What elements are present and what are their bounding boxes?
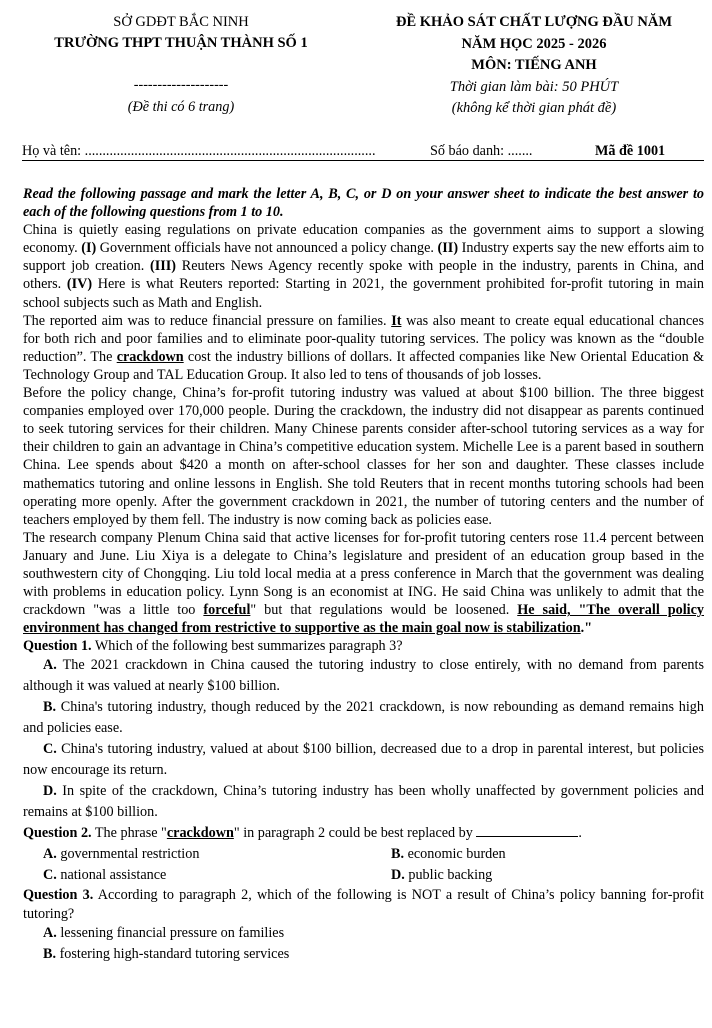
question-2-options-row-1 [23,844,704,865]
question-2-options-row-2 [23,865,704,886]
department-name: SỞ GDĐT BẮC NINH [113,14,249,30]
text: Industry experts say the new efforts aim to support job creation. [23,240,705,275]
option-label: A. [43,846,57,863]
text: " but that regulations would be loosened. [250,602,518,619]
marker-i: (I) [81,240,97,257]
question-text: . [578,825,582,842]
header-rule [22,160,704,161]
text: Here is what Reuters reported: Starting in 2021, the government prohibited for-profit tutoring in main school subjects such as Math and English. [23,276,704,311]
question-2-option-a[interactable] [43,844,199,865]
exam-code: Mã đề 1001 [595,143,666,159]
option-text: economic burden [404,846,506,863]
school-name: TRƯỜNG THPT THUẬN THÀNH SỐ 1 [54,35,308,51]
underlined-word-it: It [391,312,402,329]
question-label: Question 1. [23,638,92,655]
question-2 [23,823,704,844]
option-label: D. [43,783,57,800]
passage-paragraph-2 [23,312,704,384]
question-text: " in paragraph 2 could be best replaced by [233,825,477,842]
page-count-note: (Đề thi có 6 trang) [127,99,235,115]
option-text: national assistance [56,867,167,884]
candidate-number-field: Số báo danh: ....... [430,143,533,159]
question-3 [23,886,704,922]
answer-blank [476,824,578,837]
underlined-word-forceful: forceful [203,602,251,619]
question-1 [23,637,704,655]
option-text: governmental restriction [56,846,200,863]
question-2-option-c[interactable] [43,865,166,886]
passage-paragraph-3: Before the policy change, China’s for-profit tutoring industry was valued at about $100 billion. The three biggest companies employed over 170,000 people. During the crackdown, the industry did not disappear as parents continued to seek tutoring services for their children. Many Chinese parents consider after-school tutoring services as a way for their children to gain an advantage in China’s competitive education system. Michelle Lee is a parent based in southern China. Lee spends about $420 a month on after-school classes for her son and daughter. These classes include mathematics tutoring and online lessons in English. She told Reuters that in recent months tutoring schools had been operating more openly. After the government crackdown in 2021, the number of tutoring centers and the number of teachers employed by them fell. The industry is now coming back as policies ease. [23,385,704,528]
header-left [22,12,340,54]
text: cost the industry billions of dollars. It affected companies like New Oriental Education & Technology Group and TAL Education Group. It also led to tens of thousands of job losses. [23,348,704,383]
student-info-row [22,142,704,160]
option-label: B. [43,945,57,962]
question-label: Question 2. [23,825,92,842]
underlined-word-crackdown: crackdown [166,825,234,842]
text: The reported aim was to reduce financial pressure on families. [23,312,392,329]
option-text: public backing [404,867,493,884]
header-divider-dashes: -------------------- [133,77,229,93]
instruction: Read the following passage and mark the letter A, B, C, or D on your answer sheet to indicate the best answer to each of the following questions from 1 to 10. [23,186,704,221]
question-2-option-d[interactable] [391,865,492,886]
question-1-option-a[interactable] [23,655,704,697]
option-text: fostering high-standard tutoring services [56,945,290,962]
marker-iii: (III) [150,258,177,275]
question-label: Question 3. [23,887,94,904]
school-year: NĂM HỌC 2025 - 2026 [461,35,607,52]
question-1-option-d[interactable] [23,781,704,823]
student-name-field: Họ và tên: .................................................................................. [22,143,376,159]
exam-body [23,185,704,965]
question-text: According to paragraph 2, which of the following is NOT a result of China’s policy banning for-profit tutoring? [23,887,704,922]
passage-paragraph-1 [23,221,704,311]
header-right [362,12,706,120]
text: Government officials have not announced a policy change. [96,240,438,257]
text: China is quietly easing regulations on private education companies as the government aims to support a slowing economy. [23,222,704,257]
option-text: The 2021 crackdown in China caused the tutoring industry to close entirely, with no demand from parents although it was valued at nearly $100 billion. [23,657,704,695]
time-note: (không kể thời gian phát đề) [451,100,617,116]
option-label: D. [391,867,405,884]
option-label: A. [43,924,57,941]
question-text: Which of the following best summarizes paragraph 3? [91,638,403,655]
passage-paragraph-4 [23,529,704,638]
text: The research company Plenum China said that active licenses for for-profit tutoring centers rose 11.4 percent between January and June. Liu Xiya is a delegate to China’s legislature and president of an education group based in the southwestern city of Chongqing. Liu told local media at a press conference in March that the government was dealing with problems in education policy. Lynn Song is an economist at ING. He said China was unlikely to admit that the crackdown "was a little too [23,529,704,619]
question-1-option-c[interactable] [23,739,704,781]
option-text: China's tutoring industry, valued at about $100 billion, decreased due to a drop in parental interest, but policies now encourage its return. [23,741,704,779]
subject: MÔN: TIẾNG ANH [471,57,597,73]
underlined-quote: He said, "The overall policy environment has changed from restrictive to supportive as the main goal now is stabilization [23,602,704,637]
option-text: lessening financial pressure on families [56,924,285,941]
option-text: In spite of the crackdown, China’s tutoring industry has been wholly unaffected by government policies and remains at $100 billion. [23,783,704,821]
text: was also meant to create equal educational chances for both rich and poor families and to eliminate poor-quality tutoring services. The policy was known as the “double reduction”. The [23,312,704,365]
question-1-option-b[interactable] [23,697,704,739]
text: Reuters News Agency recently spoke with people in the industry, parents in China, and others. [23,258,704,293]
question-2-option-b[interactable] [391,844,506,865]
option-label: C. [43,741,57,758]
option-label: B. [43,699,57,716]
marker-iv: (IV) [66,276,93,293]
option-label: C. [43,867,57,884]
exam-title: ĐỀ KHẢO SÁT CHẤT LƯỢNG ĐẦU NĂM [395,14,673,30]
question-3-option-a[interactable] [23,923,704,944]
marker-ii: (II) [437,240,459,257]
question-text: The phrase " [91,825,167,842]
underlined-word-crackdown: crackdown [116,348,184,365]
time-limit: Thời gian làm bài: 50 PHÚT [449,78,619,95]
question-3-option-b[interactable] [23,944,704,965]
quote-end: ." [580,620,593,637]
option-text: China's tutoring industry, though reduced by the 2021 crackdown, is now rebounding as demand remains high and policies ease. [23,699,704,737]
option-label: A. [43,657,57,674]
option-label: B. [391,846,405,863]
